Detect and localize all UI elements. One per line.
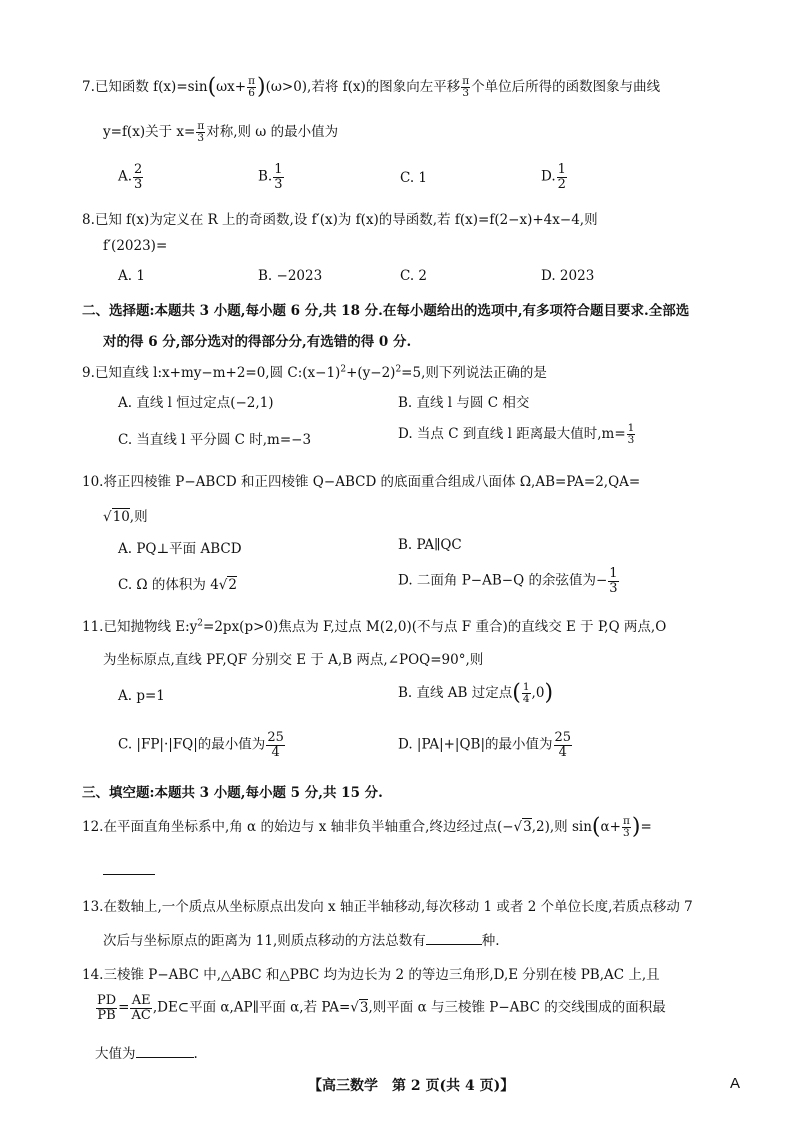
q10-line1: 10.将正四棱锥 P−ABCD 和正四棱锥 Q−ABCD 的底面重合组成八面体 Ω,AB=PA=2,QA=: [82, 474, 641, 490]
q10-option-b: B. PA∥QC: [398, 537, 462, 553]
q8-line1: 8.已知 f(x)为定义在 R 上的奇函数,设 f′(x)为 f(x)的导函数,若 f(x)=f(2−x)+4x−4,则: [82, 212, 598, 228]
q9-option-a: A. 直线 l 恒过定点(−2,1): [118, 395, 274, 411]
q7-option-a: A. $\frac{2}{3}$: [118, 162, 143, 192]
q7-option-b: B. $\frac{1}{3}$: [258, 162, 283, 192]
page-footer: 【高三数学 第 2 页(共 4 页)】: [308, 1078, 515, 1094]
q9-option-b: B. 直线 l 与圆 C 相交: [398, 395, 530, 411]
q8-line2: f′(2023)=: [103, 238, 168, 254]
q7-arg: ωx+: [216, 79, 247, 95]
q14-line3: 大值为 .: [95, 1042, 198, 1062]
q7-text-5: 对称,则 ω 的最小值为: [206, 124, 339, 140]
q7-option-d: D. $\frac{1}{2}$: [541, 162, 566, 192]
q8-option-a: A. 1: [118, 268, 145, 284]
q14-answer-blank[interactable]: [136, 1043, 194, 1058]
q8-option-d: D. 2023: [541, 268, 595, 284]
q11-option-d: D. |PA|+|QB|的最小值为 $\frac{25}{4}$: [398, 730, 572, 760]
q7-option-c: C. 1: [400, 170, 428, 186]
q12-line1: 12.在平面直角坐标系中,角 α 的始边与 x 轴非负半轴重合,终边经过点(−√3,2),则 sin(α+ $\frac{\pi}{3}$ )=: [82, 814, 652, 840]
q13-answer-blank[interactable]: [426, 930, 482, 945]
q9-line1: 9.已知直线 l:x+my−m+2=0,圆 $C:(x-1)^2+(y-2)^2=5$,则下列说法正确的是: [82, 364, 547, 381]
q10-option-a: A. PQ⊥平面 ABCD: [118, 541, 242, 557]
q12-answer-blank[interactable]: [103, 860, 155, 879]
q10-line2: √10,则: [103, 509, 148, 525]
section2-heading-2: 对的得 6 分,部分选对的得部分分,有选错的得 0 分.: [103, 334, 412, 350]
fraction: $\frac{\pi}{3}$: [197, 119, 205, 144]
q13-line1: 13.在数轴上,一个质点从坐标原点出发向 x 轴正半轴移动,每次移动 1 或者 2 个单位长度,若质点移动 7: [82, 899, 693, 915]
fraction: $\frac{\pi}{3}$: [462, 74, 470, 99]
q10-option-d: D. 二面角 P−AB−Q 的余弦值为− $\frac{1}{3}$: [398, 566, 618, 596]
q7-line1: 7.已知函数 f(x)=sin(ωx+ $\frac{\pi}{6}$ )(ω>0),若将 f(x)的图象向左平移 $\frac{\pi}{3}$ 个单位后所得的函数图象与曲线: [82, 74, 661, 100]
q7-text-3: 个单位后所得的函数图象与曲线: [471, 79, 661, 95]
q8-option-b: B. −2023: [258, 268, 323, 284]
q7-line2: [103, 120, 338, 144]
q7-text: 7.已知函数 f(x)=sin: [82, 79, 208, 95]
q13-line2: 次后与坐标原点的距离为 11,则质点移动的方法总数有 种.: [103, 929, 500, 949]
q7-text-4: y=f(x)关于 x=: [103, 124, 196, 140]
q11-line2: 为坐标原点,直线 PF,QF 分别交 E 于 A,B 两点,∠POQ=90°,则: [103, 652, 484, 668]
q8-option-c: C. 2: [400, 268, 428, 284]
section2-heading: 二、选择题:本题共 3 小题,每小题 6 分,共 18 分.在每小题给出的选项中,有多项符合题目要求.全部选: [82, 303, 690, 319]
fraction: $\frac{\pi}{6}$: [248, 74, 256, 99]
q7-text-2: (ω>0),若将 f(x)的图象向左平移: [265, 79, 461, 95]
q9-option-d: D. 当点 C 到直线 l 距离最大值时,m= $\frac{1}{3}$: [398, 421, 635, 446]
version-letter: A: [730, 1075, 741, 1092]
q11-line1: 11.已知抛物线 $E:y^2=2px(p>0)$焦点为 F,过点 M(2,0)(不与点 F 重合)的直线交 E 于 P,Q 两点,O: [82, 618, 667, 635]
q11-option-a: A. p=1: [118, 688, 165, 704]
q9-option-c: C. 当直线 l 平分圆 C 时,m=−3: [118, 432, 312, 448]
q14-line1: 14.三棱锥 P−ABC 中,△ABC 和△PBC 均为边长为 2 的等边三角形,D,E 分别在棱 PB,AC 上,且: [82, 967, 660, 983]
section3-heading: 三、填空题:本题共 3 小题,每小题 5 分,共 15 分.: [82, 785, 383, 801]
q11-option-b: B. 直线 AB 过定点( $\frac{1}{4}$ ,0): [398, 680, 554, 706]
q14-line2: $\frac{PD}{PB}$ = $\frac{AE}{AC}$ ,DE⊂平面 α,AP∥平面 α,若 PA=√3,则平面 α 与三棱锥 P−ABC 的交线围成的面积最: [97, 993, 666, 1023]
q11-option-c: C. |FP|·|FQ|的最小值为 $\frac{25}{4}$: [118, 730, 284, 760]
q10-option-c: C. Ω 的体积为 4√2: [118, 577, 237, 593]
